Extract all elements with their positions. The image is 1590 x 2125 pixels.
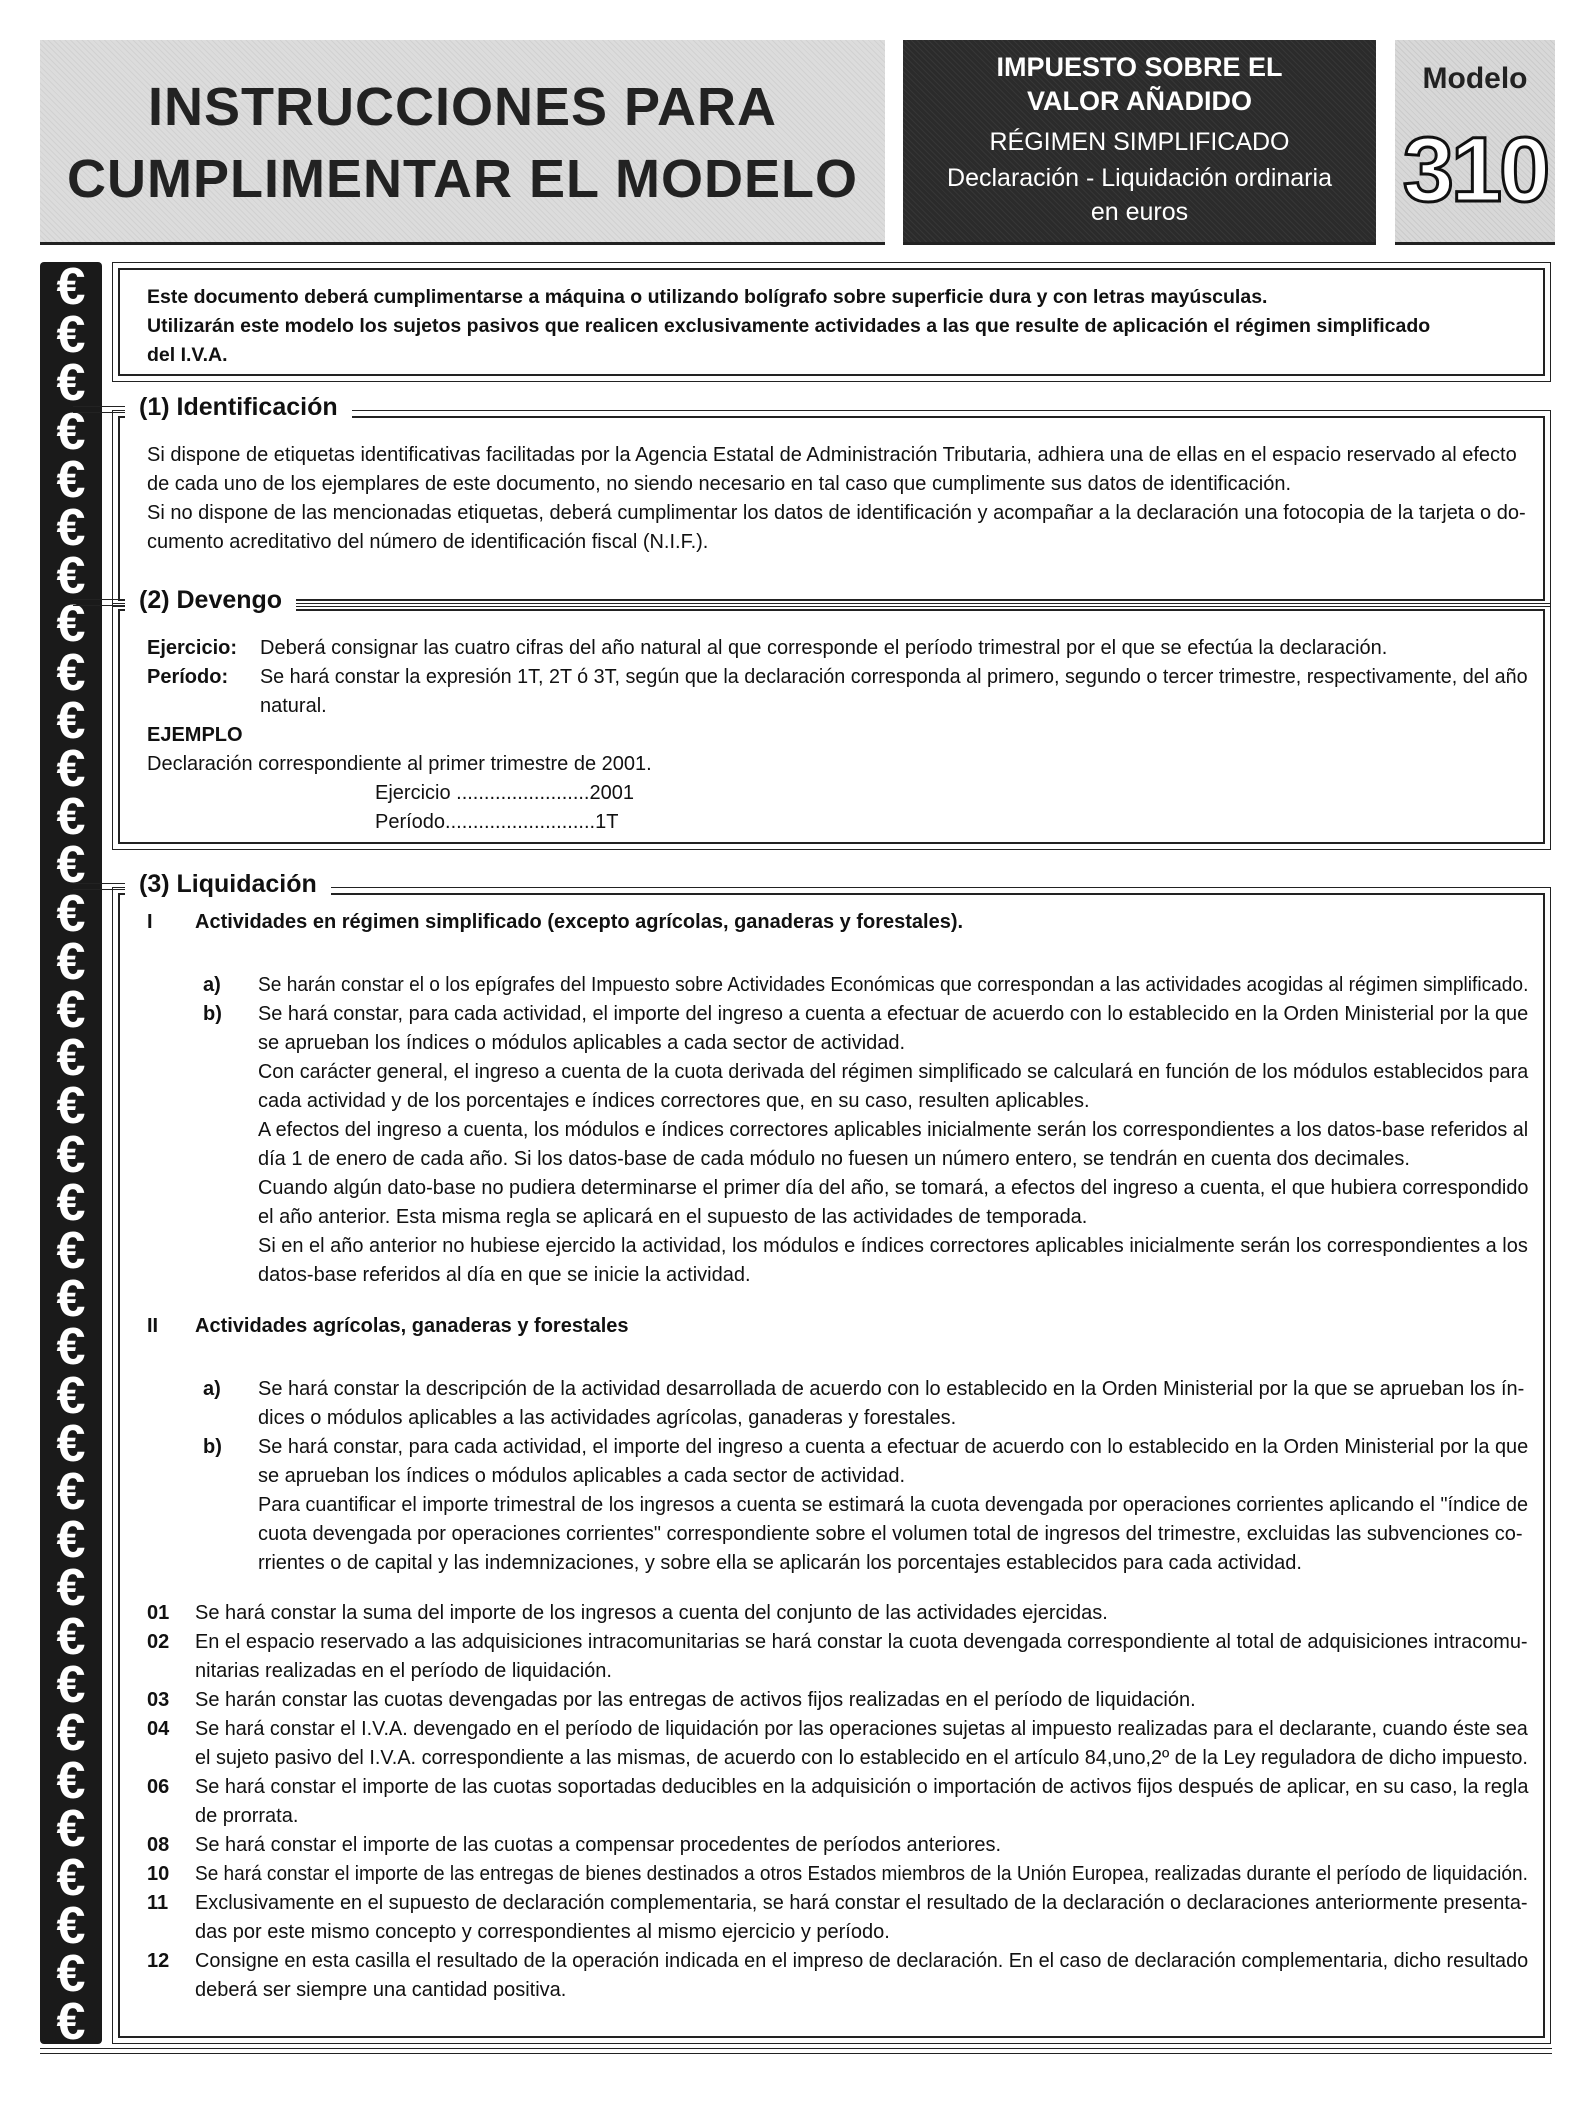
part-title: Actividades agrícolas, ganaderas y forestales: [195, 1315, 629, 1337]
part-title: Actividades en régimen simplificado (excepto agrícolas, ganaderas y forestales).: [195, 911, 964, 933]
euro-icon: €: [56, 1125, 86, 1184]
euro-icon: €: [56, 1848, 86, 1907]
part2-item-text: dices o módulos aplicables a las actividades agrícolas, ganaderas y forestales.: [258, 1407, 957, 1429]
euro-icon: €: [56, 306, 86, 365]
ejemplo-label: EJEMPLO: [147, 724, 243, 746]
casilla-text: Se hará constar el importe de las entregas de bienes destinados a otros Estados miembros de la Unión Europea, realizadas durante el período de liquidación.: [195, 1863, 1528, 1885]
modelo-label: Modelo: [1422, 62, 1528, 95]
euro-icon: €: [56, 1752, 86, 1811]
casilla-text: Se hará constar la suma del importe de los ingresos a cuenta del conjunto de las actividades ejercidas.: [195, 1602, 1108, 1624]
intro-line: Utilizarán este modelo los sujetos pasivos que realicen exclusivamente actividades a las que resulte de aplicación el régimen simplificado: [147, 315, 1431, 337]
casilla-label: 03: [147, 1689, 170, 1711]
part1-item-text: datos-base referidos al día en que se inicie la actividad.: [258, 1264, 751, 1286]
euro-icon: €: [56, 1993, 86, 2044]
periodo-label: Período:: [147, 666, 229, 688]
header-title-line1: INSTRUCCIONES PARA: [147, 77, 778, 137]
casilla-text: el sujeto pasivo del I.V.A. correspondiente a las mismas, de acuerdo con lo establecido en el artículo 84,uno,2º de la Ley reguladora de dicho impuesto.: [195, 1747, 1528, 1769]
ejercicio-text: Deberá consignar las cuatro cifras del año natural al que corresponde el período trimestral por el que se efectúa la declaración.: [260, 637, 1388, 659]
casilla-text: de prorrata.: [195, 1805, 299, 1827]
casilla-label: 04: [147, 1718, 170, 1740]
periodo-text: Se hará constar la expresión 1T, 2T ó 3T, según que la declaración corresponda al primero, segundo o tercer trimestre, respectivamente, del año: [260, 666, 1528, 688]
modelo-number: 310: [1402, 119, 1548, 221]
intro-line: del I.V.A.: [147, 344, 228, 366]
part1-item-text: Se hará constar, para cada actividad, el importe del ingreso a cuenta a efectuar de acuerdo con lo establecido en la Orden Ministerial por la que: [258, 1003, 1529, 1025]
devengo-box: [112, 603, 1551, 850]
euro-icon: €: [56, 1173, 86, 1232]
casilla-label: 02: [147, 1631, 170, 1653]
bottom-rule: [40, 2048, 1552, 2054]
declaration-label: Declaración - Liquidación ordinaria: [947, 164, 1332, 192]
euro-icon: €: [56, 1511, 86, 1570]
ejercicio-label: Ejercicio:: [147, 637, 238, 659]
part1-item-text: se aprueban los índices o módulos aplicables a cada sector de actividad.: [258, 1032, 906, 1054]
euro-icon: €: [56, 1222, 86, 1280]
euro-icon: €: [56, 1414, 86, 1473]
section-title-identificacion: (1) Identificación: [125, 393, 352, 422]
casilla-text: Consigne en esta casilla el resultado de la operación indicada en el impreso de declaración. En el caso de declaración complementaria, dicho resultado: [195, 1950, 1529, 1972]
identificacion-box: [112, 410, 1551, 607]
euro-icon: €: [56, 1945, 86, 2003]
tax-name-line2: VALOR AÑADIDO: [1027, 86, 1252, 116]
part2-item-label: b): [203, 1436, 222, 1458]
casilla-label: 08: [147, 1834, 170, 1856]
casilla-label: 12: [147, 1950, 170, 1972]
euro-icon: €: [56, 836, 86, 895]
part2-item-text: Para cuantificar el importe trimestral de los ingresos a cuenta se estimará la cuota devengada por operaciones corrientes aplicando el "índice de: [258, 1494, 1529, 1516]
euro-icon: €: [56, 1559, 86, 1618]
tax-name-line1: IMPUESTO SOBRE EL: [996, 52, 1283, 82]
casilla-text: deberá ser siempre una cantidad positiva.: [195, 1979, 567, 2001]
header-title-line2: CUMPLIMENTAR EL MODELO: [67, 149, 858, 209]
part2-item-text: rrientes o de capital y las indemnizaciones, y sobre ella se aplicarán los porcentajes establecidos para cada actividad.: [258, 1552, 1302, 1574]
part1-item-text: cada actividad y de los porcentajes e índices correctores que, en su caso, resulten aplicables.: [258, 1090, 1090, 1112]
ejemplo-ejercicio: Ejercicio ........................2001: [375, 782, 634, 804]
casilla-label: 01: [147, 1602, 170, 1624]
euro-icon: €: [56, 643, 86, 702]
identificacion-line: Si dispone de etiquetas identificativas facilitadas por la Agencia Estatal de Administración Tributaria, adhiera una de ellas en el espacio reservado al efecto: [147, 444, 1517, 466]
euro-icon: €: [56, 788, 86, 847]
euro-icon: €: [56, 595, 86, 654]
euro-icon: €: [56, 1896, 86, 1955]
euro-symbol-strip: [40, 262, 102, 2044]
part1-item-text: A efectos del ingreso a cuenta, los módulos e índices correctores aplicables inicialmente serán los correspondientes a los datos-base referidos al: [258, 1119, 1529, 1141]
euro-icon: €: [56, 740, 86, 798]
euro-icon: €: [56, 354, 86, 413]
casilla-text: En el espacio reservado a las adquisiciones intracomunitarias se hará constar la cuota devengada correspondiente al total de adquisiciones intracomu-: [195, 1631, 1528, 1653]
casilla-label: 10: [147, 1863, 170, 1885]
modelo-block: [1395, 40, 1555, 245]
part1-item-text: el año anterior. Esta misma regla se aplicará en el supuesto de las actividades de temporada.: [258, 1206, 1088, 1228]
euro-icon: €: [56, 1463, 86, 1521]
casilla-label: 11: [147, 1892, 169, 1914]
intro-box: [112, 262, 1551, 382]
part1-item-text: día 1 de enero de cada año. Si los datos-base de cada módulo no fuesen un número entero, se tendrán en cuenta dos decimales.: [258, 1148, 1410, 1170]
euro-icon: €: [56, 1704, 86, 1762]
part1-item-text: Con carácter general, el ingreso a cuenta de la cuota derivada del régimen simplificado se calculará en función de los módulos establecidos para: [258, 1061, 1529, 1083]
intro-line: Este documento deberá cumplimentarse a máquina o utilizando bolígrafo sobre superficie dura y con letras mayúsculas.: [147, 286, 1268, 308]
header-tax-block: [903, 40, 1376, 245]
euro-icon: €: [56, 1800, 86, 1859]
part2-item-label: a): [203, 1378, 221, 1400]
part-number: II: [147, 1315, 159, 1337]
ejemplo-periodo: Período...........................1T: [375, 811, 619, 833]
euro-icon: €: [56, 1077, 86, 1136]
casilla-text: Se hará constar el importe de las cuotas a compensar procedentes de períodos anteriores.: [195, 1834, 1002, 1856]
euro-icon: €: [56, 932, 86, 991]
part1-item-text: Si en el año anterior no hubiese ejercido la actividad, los módulos e índices correctores aplicables inicialmente serán los correspondientes a los: [258, 1235, 1528, 1257]
euro-icon: €: [56, 691, 86, 750]
euro-icon: €: [56, 1270, 86, 1329]
euro-icon: €: [56, 402, 86, 461]
casilla-text: Se hará constar el I.V.A. devengado en el período de liquidación por las operaciones sujetas al impuesto realizadas para el declarante, cuando éste sea: [195, 1718, 1528, 1740]
casilla-text: Se hará constar el importe de las cuotas soportadas deducibles en la adquisición o importación de activos fijos después de aplicar, en su caso, la regla: [195, 1776, 1529, 1798]
casilla-text: Exclusivamente en el supuesto de declaración complementaria, se hará constar el resultado de la declaración o declaraciones anteriormente presenta-: [195, 1892, 1528, 1914]
identificacion-line: Si no dispone de las mencionadas etiquetas, deberá cumplimentar los datos de identificación y acompañar a la declaración una fotocopia de la tarjeta o do-: [147, 502, 1526, 524]
euro-icon: €: [56, 1318, 86, 1377]
header-title-block: [40, 40, 885, 245]
euro-icon: €: [56, 981, 86, 1039]
casilla-text: das por este mismo concepto y correspondientes al mismo ejercicio y período.: [195, 1921, 890, 1943]
casilla-label: 06: [147, 1776, 170, 1798]
euro-icon: €: [56, 1607, 86, 1666]
section-title-liquidacion: (3) Liquidación: [125, 870, 331, 899]
euro-icon: €: [56, 499, 86, 557]
part1-item-text: Cuando algún dato-base no pudiera determinarse el primer día del año, se tomará, a efectos del ingreso a cuenta, el que hubiera correspondido: [258, 1177, 1529, 1199]
part2-item-text: Se hará constar, para cada actividad, el importe del ingreso a cuenta a efectuar de acuerdo con lo establecido en la Orden Ministerial por la que: [258, 1436, 1529, 1458]
part2-item-text: se aprueban los índices o módulos aplicables a cada sector de actividad.: [258, 1465, 906, 1487]
part1-item-text: Se harán constar el o los epígrafes del Impuesto sobre Actividades Económicas que correspondan a las actividades acogidas al régimen simplificado.: [258, 974, 1529, 996]
euro-icon: €: [56, 1029, 86, 1088]
regime-label: RÉGIMEN SIMPLIFICADO: [989, 128, 1290, 156]
identificacion-line: de cada uno de los ejemplares de este documento, no siendo necesario en tal caso que cumplimente sus datos de identificación.: [147, 473, 1292, 495]
ejemplo-text: Declaración correspondiente al primer trimestre de 2001.: [147, 753, 652, 775]
periodo-text: natural.: [260, 695, 327, 717]
casilla-text: Se harán constar las cuotas devengadas por las entregas de activos fijos realizadas en el período de liquidación.: [195, 1689, 1196, 1711]
casilla-text: nitarias realizadas en el período de liquidación.: [195, 1660, 612, 1682]
euro-icon: €: [56, 884, 86, 943]
euro-icon: €: [56, 262, 86, 316]
part2-item-text: Se hará constar la descripción de la actividad desarrollada de acuerdo con lo establecido en la Orden Ministerial por la que se aprueban los ín-: [258, 1378, 1525, 1400]
euro-icon: €: [56, 450, 86, 509]
part1-item-label: a): [203, 974, 221, 996]
part2-item-text: cuota devengada por operaciones corrientes" correspondiente sobre el volumen total de ingresos del trimestre, excluidas las subvenciones co-: [258, 1523, 1523, 1545]
section-title-devengo: (2) Devengo: [125, 586, 296, 615]
currency-label: en euros: [1090, 198, 1189, 226]
euro-icon: €: [56, 547, 86, 606]
liquidacion-box: [112, 887, 1551, 2044]
part1-item-label: b): [203, 1003, 222, 1025]
part-number: I: [147, 911, 153, 933]
identificacion-line: cumento acreditativo del número de identificación fiscal (N.I.F.).: [147, 531, 709, 553]
euro-icon: €: [56, 1655, 86, 1714]
euro-icon: €: [56, 1366, 86, 1425]
